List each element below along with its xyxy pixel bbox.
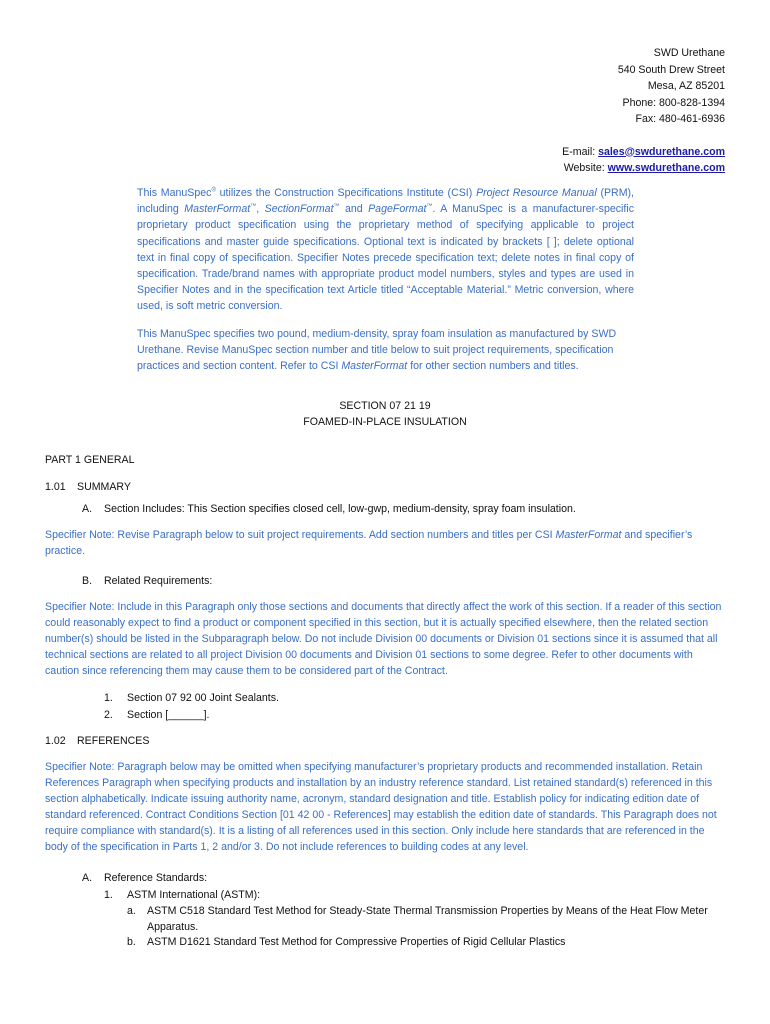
list-text: Section 07 92 00 Joint Sealants. [127, 692, 279, 704]
prm-title: Project Resource Manual [476, 187, 597, 199]
contact-block [562, 45, 725, 177]
list-item [104, 690, 279, 707]
intro-paragraph-2 [137, 326, 634, 375]
intro2-masterformat: MasterFormat [341, 360, 408, 373]
paragraph-text: Reference Standards: [104, 872, 208, 884]
section-heading [0, 398, 770, 430]
phone-number: Phone: 800-828-1394 [622, 96, 725, 109]
intro1-text-4: , [256, 203, 265, 216]
section-number: SECTION 07 21 19 [339, 400, 431, 412]
intro1-text-6: . A ManuSpec is a manufacturer-specific proprietary product specification using the proprietary method of specifying applicable to project specifications and master guide specifications. Optional text is indicated by brackets [ ]; delete optional text in final copy of specification. Specifier Notes precede specification text; delete notes in final copy of specification. Trade/brand names with appropriate product model numbers, styles and types are used in Specifier Notes and in the specification text Article titled “Acceptable Material.” Metric conversion, where used, is soft metric conversion. [137, 203, 634, 313]
list-item [104, 707, 279, 724]
website-label: Website: [563, 162, 608, 174]
specifier-note-2: Specifier Note: Include in this Paragraph only those sections and documents that directly affect the work of this section. If a reader of this section could reasonably expect to find a product or component specified in this section, but it is actually specified elsewhere, then the related section number(s) should be listed in the Subparagraph below. Do not include Division 00 documents or Division 01 sections since it is assumed that all technical sections are related to all project Division 00 documents and Division 01 sections to some degree. Refer to other documents with caution since referencing them may cause them to be considered part of the Contract. [45, 601, 722, 677]
list-number: 2. [104, 708, 113, 721]
reference-letter: b. [127, 936, 136, 948]
note1-text-1: Specifier Note: Revise Paragraph below to suit project requirements. Add section numbers and titles per CSI [45, 529, 556, 541]
masterformat-title: MasterFormat [184, 203, 251, 216]
related-sections-list [104, 690, 279, 723]
article-number: 1.01 [45, 481, 66, 493]
registered-mark: ® [211, 187, 216, 194]
intro2-text-2: for other section numbers and titles. [407, 360, 579, 373]
list-number: 1. [104, 692, 113, 704]
reference-letter: a. [127, 905, 136, 917]
article-title: SUMMARY [77, 481, 131, 493]
intro1-text-3: (PRM), including [137, 187, 634, 216]
specifier-note-1 [45, 527, 727, 559]
paragraph-label: A. [82, 503, 93, 515]
intro2-text-1: This ManuSpec specifies two pound, medium-density, spray foam insulation as manufactured by SWD Urethane. Revise ManuSpec section number and title below to suit project requirements, specification practices and section content. Refer to CSI [137, 328, 617, 373]
part-1-heading: PART 1 GENERAL [45, 454, 135, 466]
trademark-1: ™ [250, 203, 257, 210]
article-1-02 [45, 734, 149, 750]
website-line [562, 160, 725, 177]
note1-masterformat: MasterFormat [555, 529, 622, 541]
reference-text: ASTM D1621 Standard Test Method for Compressive Properties of Rigid Cellular Plastics [147, 936, 566, 948]
paragraph-reference-standards [82, 871, 207, 887]
subparagraph-astm [104, 888, 260, 904]
intro1-text-2: utilizes the Construction Specifications Institute (CSI) [215, 187, 477, 199]
pageformat-title: PageFormat [368, 203, 427, 216]
article-title: REFERENCES [77, 735, 150, 747]
paragraph-section-includes [82, 502, 576, 518]
sectionformat-title: SectionFormat [264, 203, 334, 216]
reference-text: ASTM C518 Standard Test Method for Steady-State Thermal Transmission Properties by Means of the Heat Flow Meter Apparatus. [147, 905, 708, 933]
paragraph-label: B. [82, 575, 93, 587]
email-label: E-mail: [562, 145, 599, 158]
street-address: 540 South Drew Street [617, 63, 725, 76]
list-text: ASTM International (ASTM): [127, 889, 261, 901]
section-title: FOAMED-IN-PLACE INSULATION [303, 416, 467, 428]
intro1-text-5: and [339, 203, 369, 216]
list-text: Section [______]. [127, 708, 210, 721]
article-number: 1.02 [45, 735, 66, 747]
website-link[interactable]: www.swdurethane.com [607, 162, 725, 174]
city-state-zip: Mesa, AZ 85201 [647, 80, 725, 92]
trademark-2: ™ [333, 203, 340, 210]
email-link[interactable]: sales@swdurethane.com [598, 145, 725, 158]
contact-spacer [562, 128, 725, 144]
note1-text-2: and specifier’s practice. [45, 529, 693, 557]
intro1-text-1: This ManuSpec [137, 187, 212, 199]
reference-item [127, 904, 727, 935]
paragraph-text: Section Includes: This Section specifies closed cell, low-gwp, medium-density, spray foam insulation. [104, 503, 576, 515]
email-line [562, 144, 725, 161]
paragraph-related-requirements [82, 574, 212, 590]
specifier-note-3: Specifier Note: Paragraph below may be omitted when specifying manufacturer’s proprietary products and recommended installation. Retain References Paragraph when specifying products and installation by an industry reference standard. List retained standard(s) referenced in this section alphabetically. Indicate issuing authority name, acronym, standard designation and title. Establish policy for indicating edition date of standard referenced. Contract Conditions Section [01 42 00 - References] may establish the edition date of standards. This Paragraph does not require compliance with standard(s). It is a listing of all references used in this section. Only include here standards that are referenced in the body of the specification in Parts 1, 2 and/or 3. Do not include references to building codes at any level. [45, 761, 717, 853]
intro-paragraph-1 [137, 185, 634, 315]
company-name: SWD Urethane [653, 47, 725, 59]
paragraph-label: A. [82, 872, 93, 884]
trademark-3: ™ [426, 203, 433, 210]
paragraph-text: Related Requirements: [104, 575, 213, 587]
fax-number: Fax: 480-461-6936 [635, 113, 725, 125]
article-1-01 [45, 480, 131, 496]
list-number: 1. [104, 889, 113, 901]
reference-item [127, 935, 727, 951]
